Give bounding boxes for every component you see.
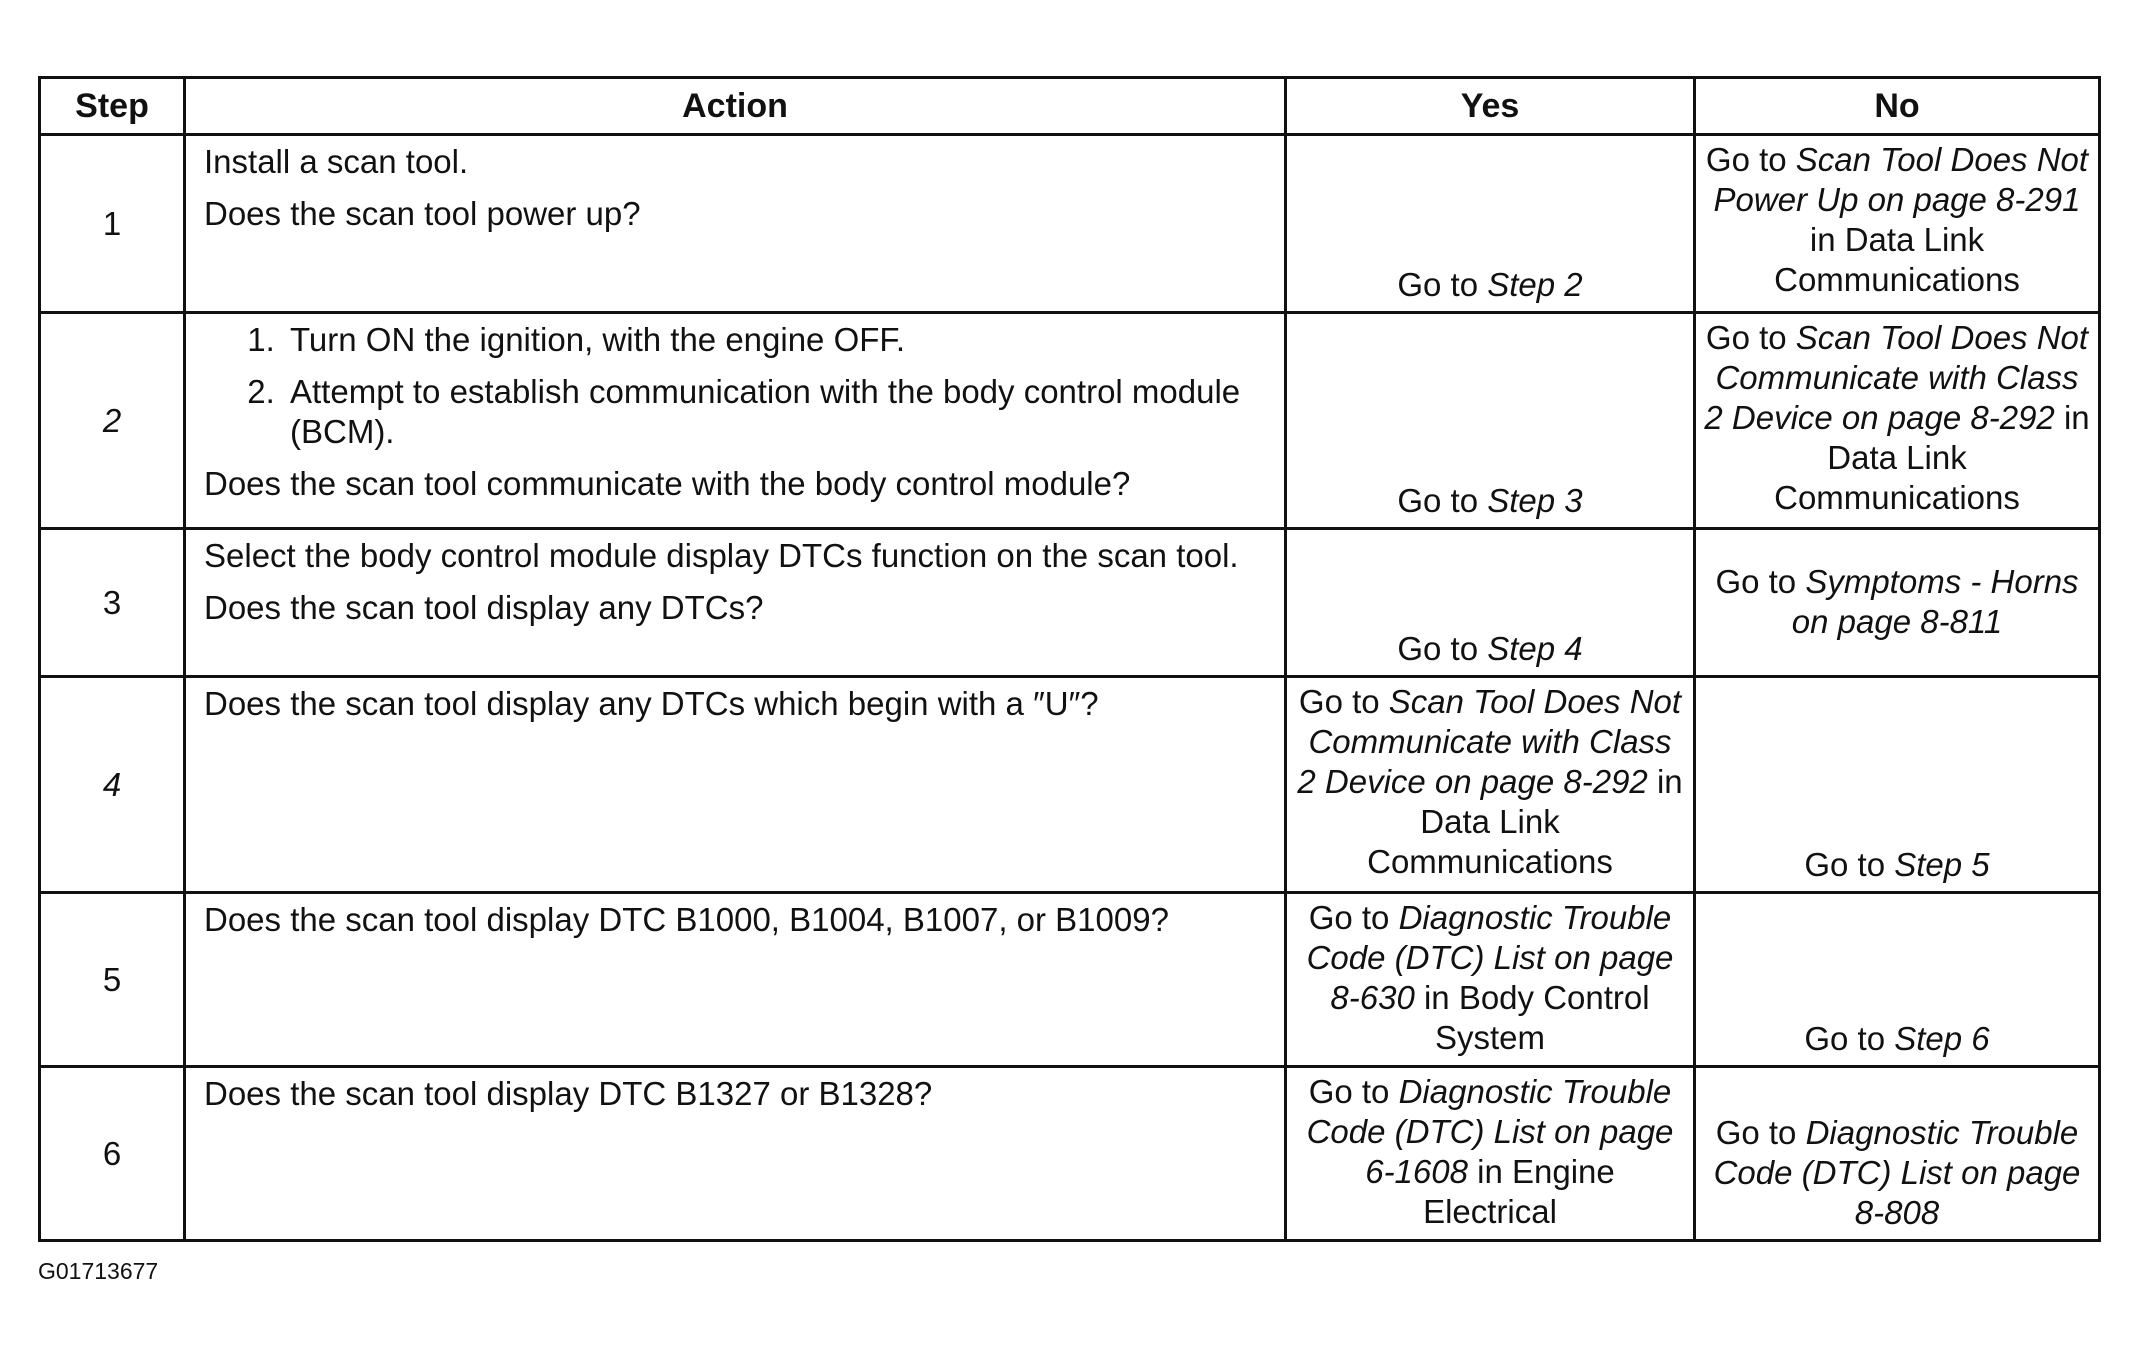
header-step: Step: [40, 78, 185, 135]
yes-cell: [1286, 677, 1695, 893]
table-row: [40, 529, 2100, 677]
yes-text: Go to: [1397, 266, 1488, 303]
table-row: [40, 893, 2100, 1067]
no-text: Go to: [1715, 562, 1806, 600]
action-question: Does the scan tool display DTC B1327 or B1328?: [204, 1075, 933, 1112]
no-link[interactable]: Scan Tool Does Not Communicate with Class 2 Device on page 8-292: [1704, 319, 2089, 436]
yes-link[interactable]: Diagnostic Trouble Code (DTC) List on page 8-630: [1306, 899, 1674, 1016]
figure-id: G01713677: [38, 1258, 159, 1284]
yes-link[interactable]: Step 2: [1487, 266, 1583, 303]
yes-cell: [1286, 135, 1695, 313]
step-number: 3: [40, 529, 185, 677]
no-link[interactable]: Step 5: [1894, 846, 1990, 883]
step-number: 1: [40, 135, 185, 313]
table-row: [40, 135, 2100, 313]
action-cell: [185, 313, 1286, 529]
no-cell: [1695, 529, 2100, 677]
no-text: Go to: [1804, 1020, 1895, 1057]
no-text: Go to: [1705, 319, 1796, 356]
no-link[interactable]: Diagnostic Trouble Code (DTC) List on page 8-808: [1713, 1114, 2081, 1231]
action-cell: [185, 677, 1286, 893]
table-header-row: [40, 78, 2100, 135]
no-link[interactable]: Step 6: [1894, 1020, 1990, 1057]
step-number: 5: [40, 893, 185, 1067]
no-link[interactable]: Symptoms - Horns on page 8-811: [1791, 562, 2079, 640]
no-cell: [1695, 135, 2100, 313]
action-step-item: 1. Turn ON the ignition, with the engine OFF.: [284, 320, 1270, 360]
action-question: Does the scan tool communicate with the body control module?: [204, 465, 1131, 502]
no-suffix: in Data Link Communications: [1774, 221, 2020, 298]
yes-link[interactable]: Scan Tool Does Not Communicate with Class 2 Device on page 8-292: [1297, 683, 1682, 800]
no-text: Go to: [1715, 1114, 1806, 1151]
action-cell: [185, 1067, 1286, 1241]
header-no: No: [1695, 78, 2100, 135]
diagnostic-table: [38, 76, 2101, 1242]
table-row: [40, 1067, 2100, 1241]
action-text: Install a scan tool.: [204, 143, 469, 180]
action-question: Does the scan tool display any DTCs?: [204, 589, 764, 626]
step-number: 4: [40, 677, 185, 893]
yes-suffix: in Engine Electrical: [1423, 1153, 1615, 1230]
yes-link[interactable]: Step 4: [1487, 630, 1583, 667]
no-link[interactable]: Scan Tool Does Not Power Up on page 8-291: [1713, 141, 2089, 218]
yes-link[interactable]: Diagnostic Trouble Code (DTC) List on page 6-1608: [1306, 1073, 1674, 1190]
yes-text: Go to: [1298, 683, 1389, 720]
yes-text: Go to: [1397, 482, 1488, 519]
yes-text: Go to: [1397, 630, 1488, 667]
yes-cell: [1286, 313, 1695, 529]
action-step-item: 2. Attempt to establish communication with the body control module (BCM).: [284, 372, 1270, 452]
action-question: Does the scan tool display DTC B1000, B1004, B1007, or B1009?: [204, 901, 1169, 938]
table-row: [40, 677, 2100, 893]
step-number: 6: [40, 1067, 185, 1241]
yes-cell: [1286, 893, 1695, 1067]
action-cell: [185, 893, 1286, 1067]
header-yes: Yes: [1286, 78, 1695, 135]
no-cell: [1695, 893, 2100, 1067]
yes-text: Go to: [1308, 1073, 1399, 1110]
table-row: [40, 313, 2100, 529]
action-steps-list: [204, 320, 1270, 452]
action-cell: [185, 529, 1286, 677]
yes-text: Go to: [1308, 899, 1399, 936]
no-cell: [1695, 1067, 2100, 1241]
step-number: 2: [40, 313, 185, 529]
action-text: Select the body control module display DTCs function on the scan tool.: [204, 537, 1239, 574]
no-cell: [1695, 677, 2100, 893]
yes-link[interactable]: Step 3: [1487, 482, 1583, 519]
yes-cell: [1286, 529, 1695, 677]
action-cell: [185, 135, 1286, 313]
yes-suffix: in Body Control System: [1414, 979, 1650, 1056]
no-text: Go to: [1705, 141, 1796, 178]
no-text: Go to: [1804, 846, 1895, 883]
no-cell: [1695, 313, 2100, 529]
action-question: Does the scan tool display any DTCs which begin with a ″U″?: [204, 685, 1099, 722]
no-suffix: in Data Link Communications: [1774, 399, 2090, 516]
yes-cell: [1286, 1067, 1695, 1241]
header-action: Action: [185, 78, 1286, 135]
action-question: Does the scan tool power up?: [204, 195, 641, 232]
yes-suffix: in Data Link Communications: [1367, 763, 1683, 880]
